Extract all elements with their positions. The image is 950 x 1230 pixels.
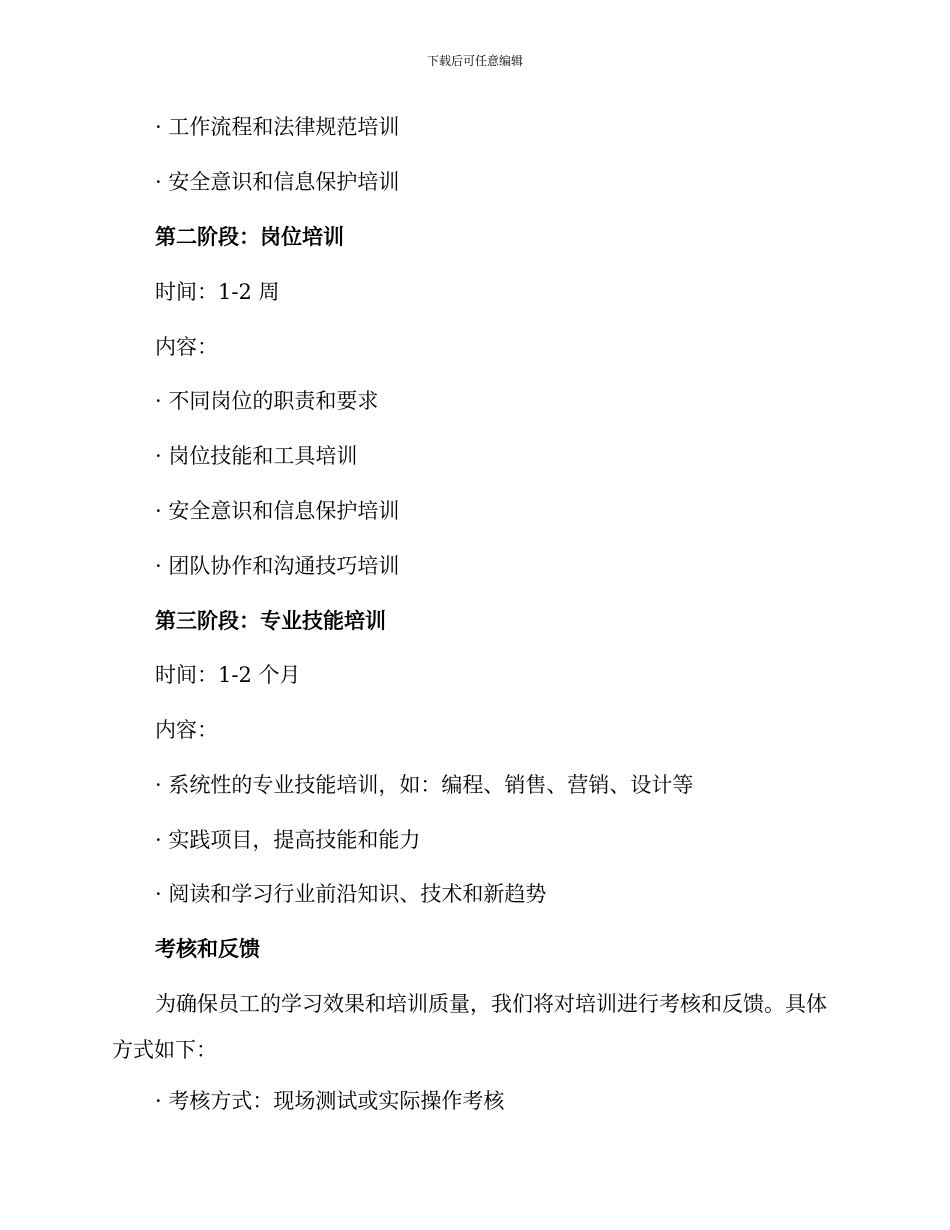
bullet-item: · 考核方式：现场测试或实际操作考核 (155, 1089, 505, 1113)
stage2-time: 时间：1-2 周 (155, 280, 280, 304)
section-heading-stage2: 第二阶段：岗位培训 (155, 224, 344, 249)
stage3-time: 时间：1-2 个月 (155, 663, 301, 687)
bullet-item: · 岗位技能和工具培训 (155, 444, 358, 468)
bullet-item: · 工作流程和法律规范培训 (155, 115, 400, 139)
assessment-paragraph: 为确保员工的学习效果和培训质量，我们将对培训进行考核和反馈。具体方式如下： (112, 992, 827, 1062)
bullet-item: · 安全意识和信息保护培训 (155, 170, 400, 194)
section-heading-stage3: 第三阶段：专业技能培训 (155, 608, 386, 633)
section-heading-assessment: 考核和反馈 (155, 936, 260, 961)
bullet-item: · 安全意识和信息保护培训 (155, 499, 400, 523)
stage2-content-label: 内容： (155, 335, 218, 359)
bullet-item: · 系统性的专业技能培训，如：编程、销售、营销、设计等 (155, 773, 694, 797)
stage3-content-label: 内容： (155, 718, 218, 742)
bullet-item: · 实践项目，提高技能和能力 (155, 828, 421, 852)
bullet-item: · 阅读和学习行业前沿知识、技术和新趋势 (155, 882, 547, 906)
bullet-item: · 团队协作和沟通技巧培训 (155, 554, 400, 578)
page-header: 下载后可任意编辑 (426, 54, 523, 68)
bullet-item: · 不同岗位的职责和要求 (155, 389, 379, 413)
